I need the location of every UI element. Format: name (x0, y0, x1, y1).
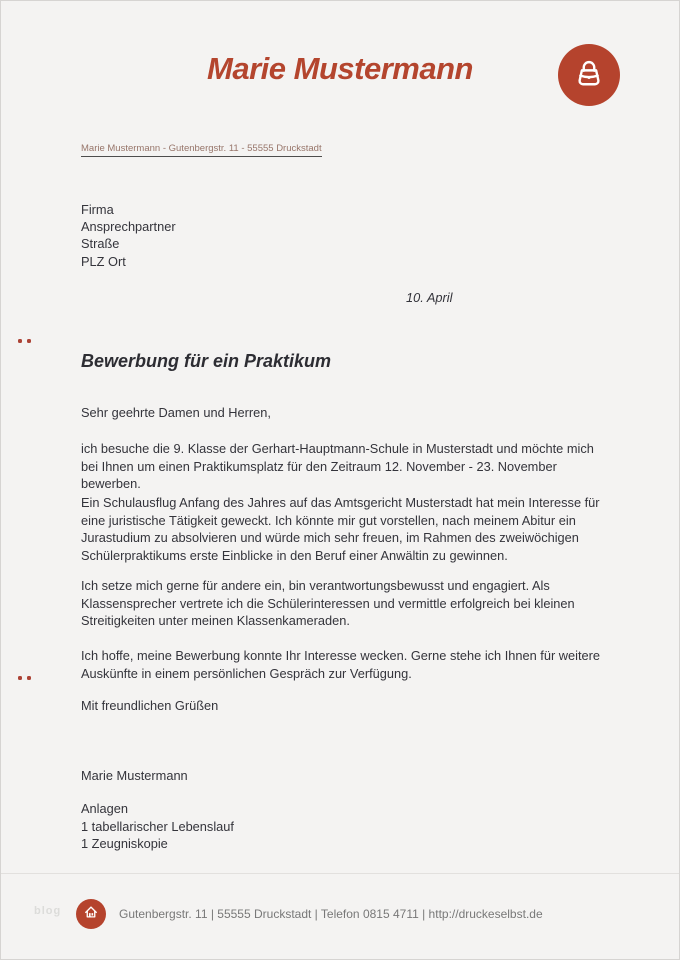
letterhead-logo (558, 44, 620, 106)
enclosures-title: Anlagen (81, 801, 128, 816)
fold-mark-dot (27, 339, 31, 343)
enclosures-block (81, 800, 234, 853)
signature-name: Marie Mustermann (81, 768, 188, 783)
fold-mark-dot (18, 339, 22, 343)
letter-date: 10. April (406, 290, 453, 305)
recipient-company: Firma (81, 202, 114, 217)
fold-mark-lower (18, 676, 31, 680)
closing-formula: Mit freundlichen Grüßen (81, 698, 219, 713)
recipient-street: Straße (81, 236, 120, 252)
footer-divider (1, 873, 679, 874)
fold-mark-dot (18, 676, 22, 680)
subject-line: Bewerbung für ein Praktikum (81, 351, 332, 371)
home-icon (82, 903, 100, 926)
salutation: Sehr geehrte Damen und Herren, (81, 405, 271, 420)
body-paragraph: Ich setze mich gerne für andere ein, bin verantwortungsbewusst und engagiert. Als Klassensprecher vertrete ich die Schülerinteressen und vermittle erfolgreich bei kleinen Streitigkeiten unter meinen Klassenkameraden. (81, 578, 575, 629)
fold-mark-dot (27, 676, 31, 680)
sender-address-line: Marie Mustermann - Gutenbergstr. 11 - 55555 Druckstadt (81, 143, 322, 157)
recipient-block (81, 201, 176, 270)
body-paragraph: Ein Schulausflug Anfang des Jahres auf das Amtsgericht Musterstadt hat mein Interesse für eine juristische Tätigkeit geweckt. Ich könnte mir gut vorstellen, nach meinem Abitur ein Jurastudium zu absolvieren und würde mich sehr freuen, im Rahmen des zweiwöchigen Schülerpraktikums erste Einblicke in den Beruf einer Anwältin zu gewinnen. (81, 495, 600, 563)
recipient-contact: Ansprechpartner (81, 219, 176, 235)
footer-watermark: blog (34, 905, 62, 917)
fold-mark-upper (18, 339, 31, 343)
footer-contact-line: Gutenbergstr. 11 | 55555 Druckstadt | Telefon 0815 4711 | http://druckeselbst.de (119, 907, 543, 921)
handbag-icon (571, 55, 607, 96)
body-paragraph: Ich hoffe, meine Bewerbung konnte Ihr Interesse wecken. Gerne stehe ich Ihnen für weitere Auskünfte in einem persönlichen Gespräch zur Verfügung. (81, 648, 601, 681)
recipient-city: PLZ Ort (81, 253, 126, 269)
body-paragraph: ich besuche die 9. Klasse der Gerhart-Hauptmann-Schule in Musterstadt und möchte mich bei Ihnen um einen Praktikumsplatz für den Zeitraum 12. November - 23. November bewerben. (81, 441, 594, 492)
enclosure-item: 1 Zeugniskopie (81, 836, 168, 852)
letterhead-name: Marie Mustermann (207, 51, 473, 86)
footer-logo (76, 899, 106, 929)
enclosure-item: 1 tabellarischer Lebenslauf (81, 818, 234, 834)
